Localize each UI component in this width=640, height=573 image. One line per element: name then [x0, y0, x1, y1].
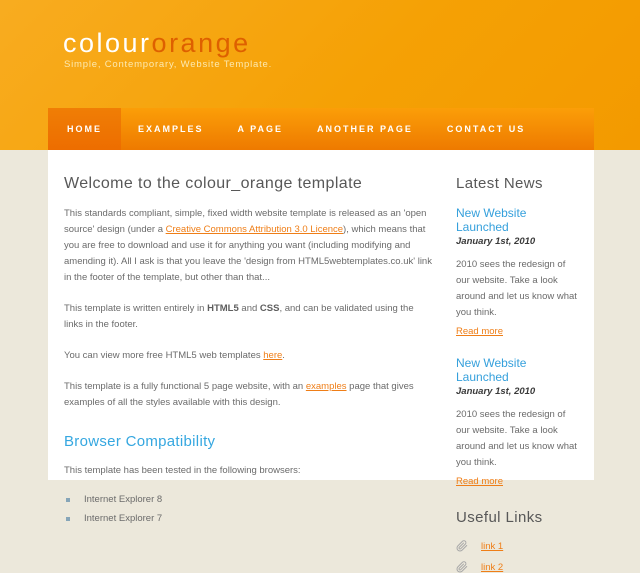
nav-item-examples[interactable]: EXAMPLES: [138, 124, 204, 134]
logo-part-orange: orange: [151, 28, 251, 58]
browser-compatibility-title: Browser Compatibility: [64, 433, 216, 450]
browser-compatibility-intro: This template has been tested in the following browsers:: [64, 465, 301, 476]
list-item: [456, 540, 580, 552]
main-nav: [48, 108, 594, 150]
text-run: and: [238, 303, 260, 314]
text-run: page that gives examples of all the styles available with this design.: [64, 381, 414, 408]
text-run: , and can be validated using the links in the footer.: [64, 303, 414, 330]
bold-text: CSS: [259, 303, 280, 314]
square-bullet-icon: [66, 517, 70, 521]
news-item: [456, 206, 580, 339]
news-item-title-link[interactable]: New Website Launched: [456, 206, 527, 234]
nav-item-a-page[interactable]: A PAGE: [237, 124, 284, 134]
intro-paragraph-2: [64, 301, 432, 333]
browser-name: Internet Explorer 7: [84, 513, 163, 524]
nav-item-contact-us[interactable]: CONTACT US: [446, 124, 526, 134]
news-item-text: 2010 sees the redesign of our website. Take a look around and let us know what you think.: [456, 409, 577, 468]
intro-paragraph-3: [64, 348, 432, 364]
news-item-date: January 1st, 2010: [456, 236, 536, 247]
text-run: This template is written entirely in: [64, 303, 208, 314]
inline-text-link[interactable]: here: [263, 350, 283, 361]
inline-text-link[interactable]: Creative Commons Attribution 3.0 Licence: [165, 224, 344, 235]
browser-name: Internet Explorer 8: [84, 494, 163, 505]
page-panel: [48, 150, 594, 573]
main-content: [48, 150, 448, 524]
list-item: [64, 513, 432, 524]
useful-link[interactable]: link 1: [481, 540, 504, 552]
bold-text: HTML5: [207, 303, 239, 314]
news-item-text: 2010 sees the redesign of our website. Take a look around and let us know what you think.: [456, 259, 577, 318]
text-run: This standards compliant, simple, fixed width website template is released as an 'open source' design (under a: [64, 208, 427, 235]
list-item: [456, 561, 580, 573]
text-run: ), which means that you are free to download and use it for anything you want (including modifying and amending it). All I ask is that you leave the 'design from HTML5webtemplates.co.uk' link in the footer of the template, but other than that...: [64, 224, 432, 283]
nav-item-another-page[interactable]: ANOTHER PAGE: [317, 124, 413, 134]
text-run: This template is a fully functional 5 page website, with an: [64, 381, 306, 392]
news-item-title-link[interactable]: New Website Launched: [456, 356, 527, 384]
page-title: Welcome to the colour_orange template: [64, 175, 363, 192]
site-logo: [63, 28, 251, 59]
useful-links-title: Useful Links: [456, 509, 543, 526]
intro-paragraph-1: [64, 206, 432, 286]
list-item: [64, 494, 432, 505]
browser-list: [64, 494, 432, 524]
paperclip-icon: [456, 540, 468, 552]
useful-link[interactable]: link 2: [481, 561, 504, 573]
news-item: [456, 356, 580, 489]
text-run: .: [282, 350, 285, 361]
useful-links-list: [456, 540, 580, 573]
site-tagline: Simple, Contemporary, Website Template.: [64, 59, 273, 70]
sidebar: [448, 150, 594, 573]
latest-news-title: Latest News: [456, 175, 543, 192]
news-item-date: January 1st, 2010: [456, 386, 536, 397]
paperclip-icon: [456, 561, 468, 573]
logo-part-colour: colour: [63, 28, 152, 58]
text-run: You can view more free HTML5 web templates: [64, 350, 264, 361]
read-more-link[interactable]: Read more: [456, 476, 503, 487]
square-bullet-icon: [66, 498, 70, 502]
intro-paragraph-4: [64, 379, 432, 411]
nav-item-home[interactable]: HOME: [48, 108, 121, 150]
inline-text-link[interactable]: examples: [305, 381, 347, 392]
read-more-link[interactable]: Read more: [456, 326, 503, 337]
